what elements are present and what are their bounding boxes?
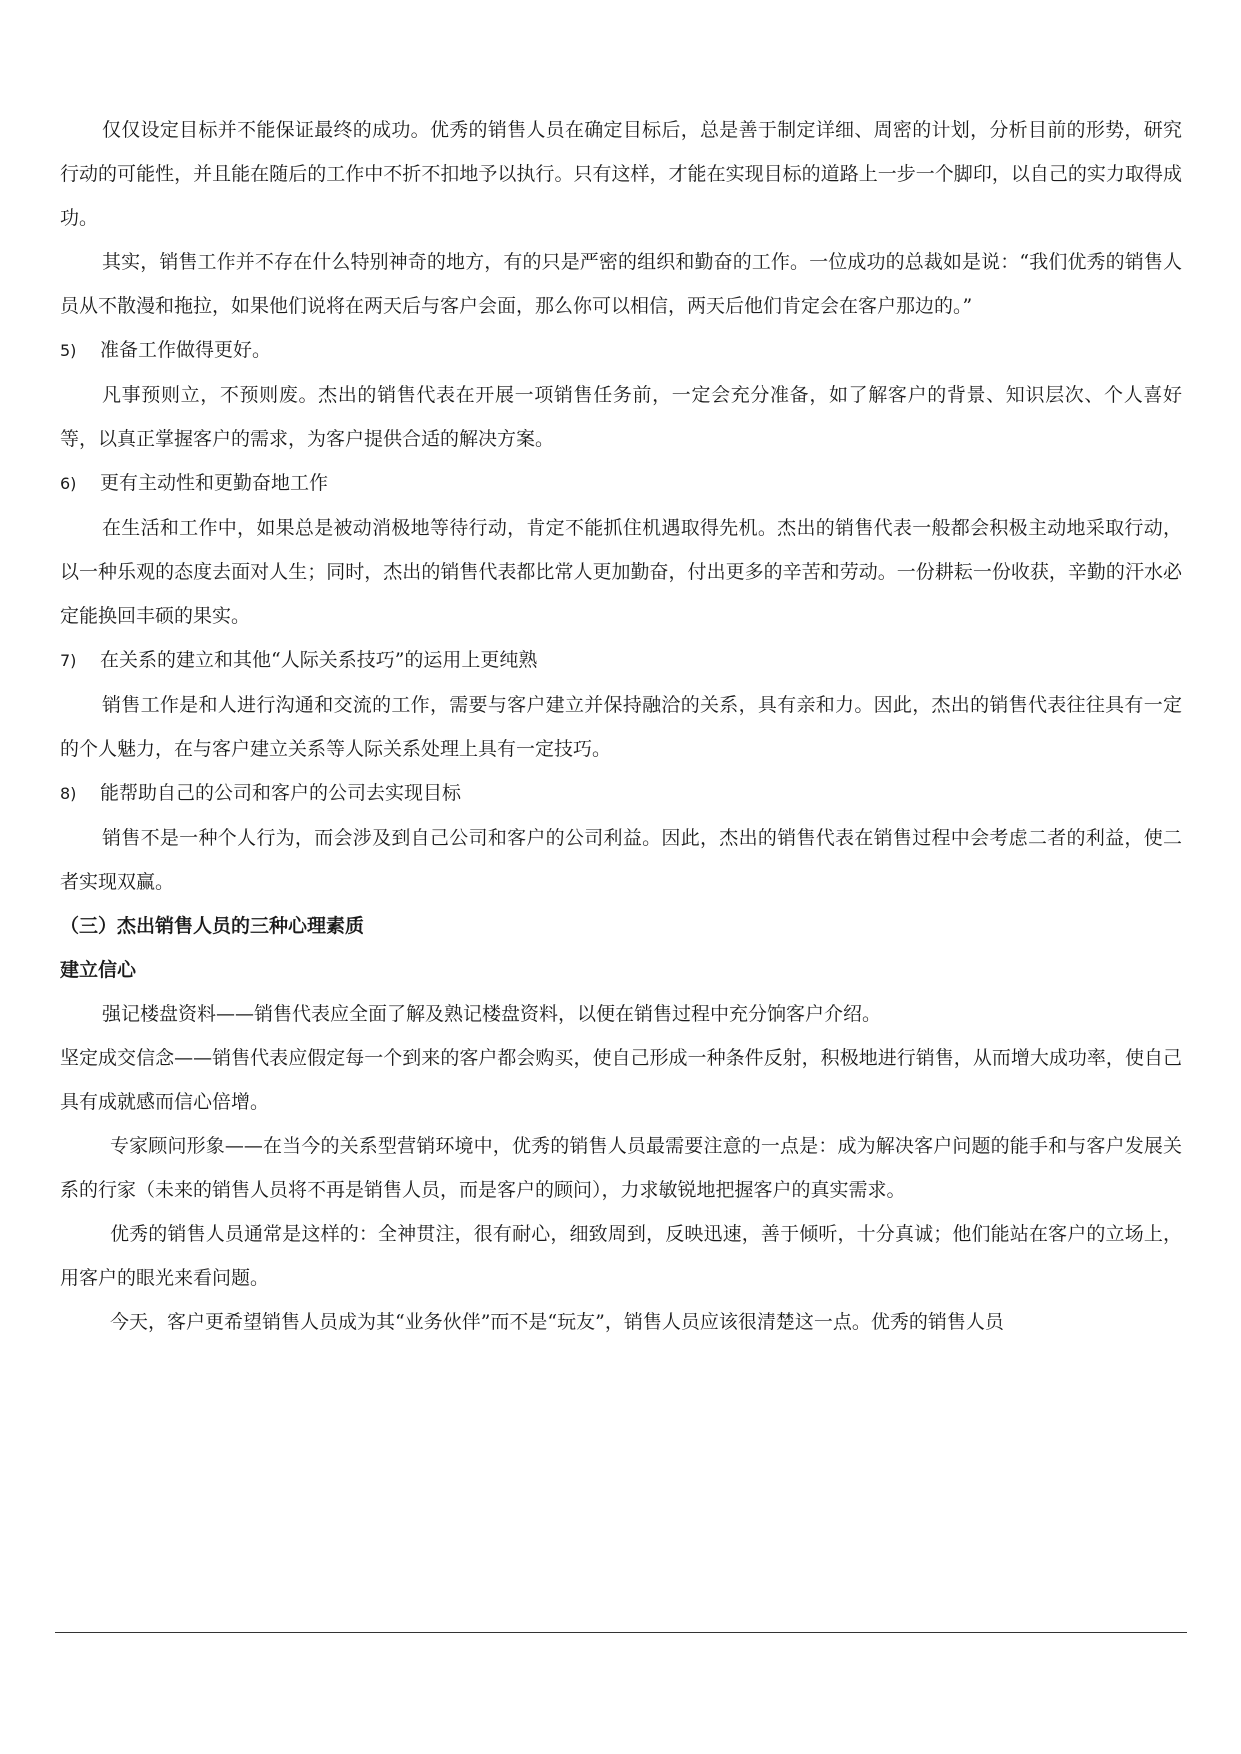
list-number: 5) <box>60 341 77 360</box>
paragraph: 今天，客户更希望销售人员成为其“业务伙伴”而不是“玩友”，销售人员应该很清楚这一点。优秀的销售人员 <box>110 1311 1004 1333</box>
list-number: 8) <box>60 784 77 803</box>
list-item <box>60 638 1182 683</box>
paragraph: 专家顾问形象——在当今的关系型营销环境中，优秀的销售人员最需要注意的一点是：成为解决客户问题的能手和与客户发展关系的行家（未来的销售人员将不再是销售人员，而是客户的顾问），力求敏锐地把握客户的真实需求。 <box>60 1135 1182 1201</box>
list-number: 7) <box>60 651 77 670</box>
section-heading: （三）杰出销售人员的三种心理素质 <box>60 915 365 937</box>
list-item-text: 准备工作做得更好。 <box>100 339 272 361</box>
list-item <box>60 771 1182 816</box>
list-item <box>60 328 1182 373</box>
body-text <box>60 108 1182 1344</box>
list-item-text: 在关系的建立和其他“人际关系技巧”的运用上更纯熟 <box>100 649 538 671</box>
paragraph: 凡事预则立，不预则废。杰出的销售代表在开展一项销售任务前，一定会充分准备，如了解客户的背景、知识层次、个人喜好等，以真正掌握客户的需求，为客户提供合适的解决方案。 <box>60 384 1182 450</box>
paragraph: 优秀的销售人员通常是这样的：全神贯注，很有耐心，细致周到，反映迅速，善于倾听，十分真诚；他们能站在客户的立场上，用客户的眼光来看问题。 <box>60 1223 1182 1289</box>
list-item-text: 更有主动性和更勤奋地工作 <box>100 472 329 494</box>
paragraph: 销售不是一种个人行为，而会涉及到自己公司和客户的公司利益。因此，杰出的销售代表在销售过程中会考虑二者的利益，使二者实现双赢。 <box>60 827 1182 893</box>
subsection-heading: 建立信心 <box>60 959 137 981</box>
list-item <box>60 461 1182 506</box>
paragraph: 坚定成交信念——销售代表应假定每一个到来的客户都会购买，使自己形成一种条件反射，积极地进行销售，从而增大成功率，使自己具有成就感而信心倍增。 <box>60 1047 1182 1113</box>
paragraph: 销售工作是和人进行沟通和交流的工作，需要与客户建立并保持融洽的关系，具有亲和力。因此，杰出的销售代表往往具有一定的个人魅力，在与客户建立关系等人际关系处理上具有一定技巧。 <box>60 694 1182 760</box>
list-number: 6) <box>60 474 77 493</box>
footer-divider <box>55 1632 1187 1633</box>
paragraph: 强记楼盘资料——销售代表应全面了解及熟记楼盘资料，以便在销售过程中充分饷客户介绍。 <box>102 1003 882 1025</box>
list-item-text: 能帮助自己的公司和客户的公司去实现目标 <box>100 782 462 804</box>
paragraph: 其实，销售工作并不存在什么特别神奇的地方，有的只是严密的组织和勤奋的工作。一位成功的总裁如是说：“我们优秀的销售人员从不散漫和拖拉，如果他们说将在两天后与客户会面，那么你可以相信，两天后他们肯定会在客户那边的。” <box>60 251 1182 317</box>
paragraph: 在生活和工作中，如果总是被动消极地等待行动，肯定不能抓住机遇取得先机。杰出的销售代表一般都会积极主动地采取行动，以一种乐观的态度去面对人生；同时，杰出的销售代表都比常人更加勤奋，付出更多的辛苦和劳动。一份耕耘一份收获，辛勤的汗水必定能换回丰硕的果实。 <box>60 517 1182 627</box>
paragraph: 仅仅设定目标并不能保证最终的成功。优秀的销售人员在确定目标后，总是善于制定详细、周密的计划，分析目前的形势，研究行动的可能性，并且能在随后的工作中不折不扣地予以执行。只有这样，才能在实现目标的道路上一步一个脚印，以自己的实力取得成功。 <box>60 119 1182 229</box>
